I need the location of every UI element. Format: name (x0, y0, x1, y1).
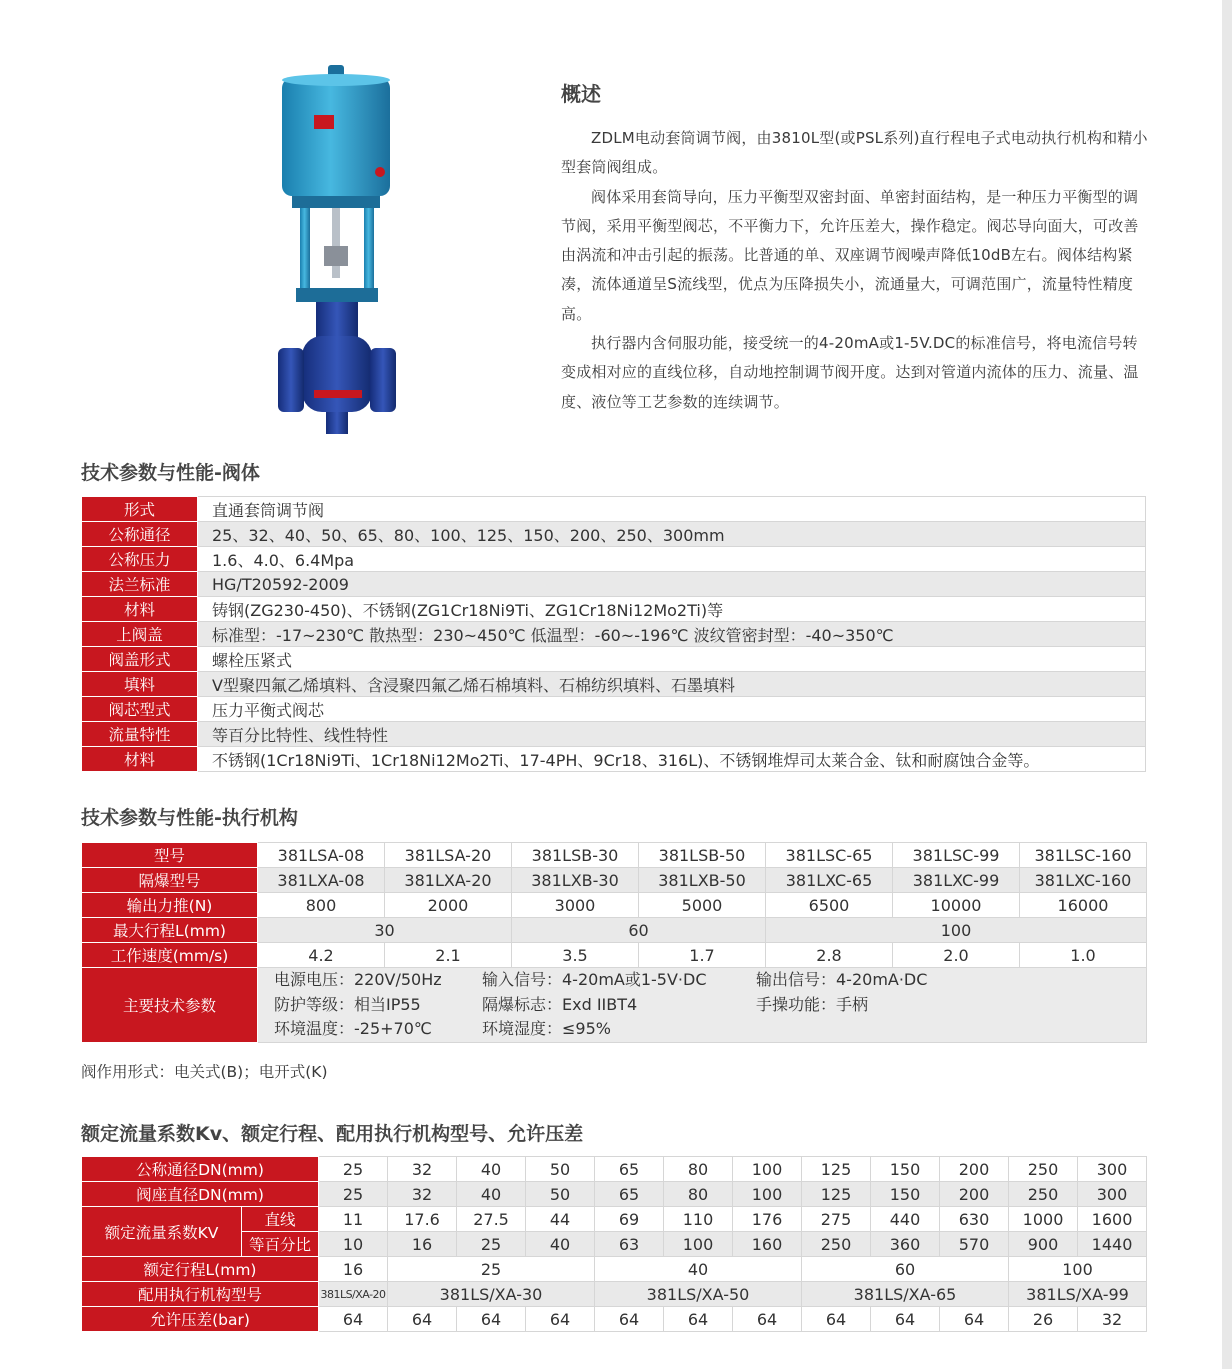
table-row (82, 843, 1147, 868)
thrust-label: 输出力推(N) (82, 893, 258, 918)
dn-cell: 32 (388, 1157, 457, 1182)
kv-linear-cell: 275 (802, 1207, 871, 1232)
kv-percent-cell: 900 (1009, 1232, 1078, 1257)
pressure-diff-cell: 64 (595, 1307, 664, 1332)
thrust-cell: 5000 (639, 893, 766, 918)
actuator-model-cell: 381LS/XA-20 (319, 1282, 388, 1307)
overview-paragraph: ZDLM电动套筒调节阀，由3810L型(或PSL系列)直行程电子式电动执行机构和精小型套筒阀组成。 (561, 129, 1148, 177)
row-label: 阀芯型式 (82, 697, 198, 722)
table-row (82, 893, 1147, 918)
params-column (756, 968, 927, 1017)
actuator-model-cell: 381LS/XA-65 (802, 1282, 1009, 1307)
seat-cell: 65 (595, 1182, 664, 1207)
dn-cell: 200 (940, 1157, 1009, 1182)
seat-cell: 25 (319, 1182, 388, 1207)
dn-cell: 250 (1009, 1157, 1078, 1182)
table-row (82, 547, 1146, 572)
row-label: 材料 (82, 747, 198, 772)
kv-percent-cell: 100 (664, 1232, 733, 1257)
row-label: 法兰标准 (82, 572, 198, 597)
param-item: 防护等级：相当IP55 (274, 994, 421, 1014)
kv-label: 额定流量系数KV (82, 1207, 242, 1257)
row-value: 直通套筒调节阀 (198, 497, 1146, 522)
params-column (274, 968, 482, 1042)
actuator-section-title: 技术参数与性能-执行机构 (81, 807, 298, 829)
model-cell: 381LSB-30 (512, 843, 639, 868)
kv-percent-cell: 570 (940, 1232, 1009, 1257)
rated-stroke-cell: 25 (388, 1257, 595, 1282)
dn-cell: 300 (1078, 1157, 1147, 1182)
row-label: 公称压力 (82, 547, 198, 572)
thrust-cell: 800 (258, 893, 385, 918)
row-label: 形式 (82, 497, 198, 522)
dn-cell: 65 (595, 1157, 664, 1182)
row-value: 螺栓压紧式 (198, 647, 1146, 672)
dn-cell: 125 (802, 1157, 871, 1182)
row-value: 1.6、4.0、6.4Mpa (198, 547, 1146, 572)
table-row (82, 1307, 1147, 1332)
page-edge (1222, 0, 1232, 1369)
dn-cell: 150 (871, 1157, 940, 1182)
row-label: 上阀盖 (82, 622, 198, 647)
table-row (82, 1182, 1147, 1207)
pressure-diff-cell: 64 (871, 1307, 940, 1332)
row-value: 压力平衡式阀芯 (198, 697, 1146, 722)
kv-percent-cell: 63 (595, 1232, 664, 1257)
actuator-spec-table (81, 842, 1147, 1043)
kv-percent-cell: 360 (871, 1232, 940, 1257)
model-cell: 381LSC-160 (1020, 843, 1147, 868)
table-row (82, 722, 1146, 747)
kv-linear-cell: 44 (526, 1207, 595, 1232)
valve-product-image (270, 60, 405, 440)
seat-cell: 150 (871, 1182, 940, 1207)
actuator-model-cell: 381LS/XA-99 (1009, 1282, 1147, 1307)
rated-stroke-cell: 100 (1009, 1257, 1147, 1282)
explosion-model-cell: 381LXB-50 (639, 868, 766, 893)
thrust-cell: 6500 (766, 893, 893, 918)
kv-linear-cell: 110 (664, 1207, 733, 1232)
dn-cell: 100 (733, 1157, 802, 1182)
kv-linear-cell: 176 (733, 1207, 802, 1232)
speed-cell: 1.7 (639, 943, 766, 968)
model-cell: 381LSC-99 (893, 843, 1020, 868)
model-label: 型号 (82, 843, 258, 868)
params-column (482, 968, 756, 1042)
row-value: 25、32、40、50、65、80、100、125、150、200、250、300mm (198, 522, 1146, 547)
param-item: 环境温度：-25+70℃ (274, 1019, 432, 1039)
table-row (82, 497, 1146, 522)
table-row (82, 1257, 1147, 1282)
thrust-cell: 2000 (385, 893, 512, 918)
row-value: HG/T20592-2009 (198, 572, 1146, 597)
thrust-cell: 3000 (512, 893, 639, 918)
pressure-diff-cell: 64 (388, 1307, 457, 1332)
dn-cell: 25 (319, 1157, 388, 1182)
speed-cell: 3.5 (512, 943, 639, 968)
actuator-model-cell: 381LS/XA-30 (388, 1282, 595, 1307)
table-row (82, 647, 1146, 672)
kv-linear-cell: 17.6 (388, 1207, 457, 1232)
stroke-cell: 30 (258, 918, 512, 943)
param-item: 电源电压：220V/50Hz (274, 970, 442, 990)
speed-cell: 1.0 (1020, 943, 1147, 968)
flow-section-title: 额定流量系数Kv、额定行程、配用执行机构型号、允许压差 (81, 1123, 584, 1145)
actuator-model-cell: 381LS/XA-50 (595, 1282, 802, 1307)
explosion-model-cell: 381LXA-08 (258, 868, 385, 893)
row-value: 等百分比特性、线性特性 (198, 722, 1146, 747)
row-value: 不锈钢(1Cr18Ni9Ti、1Cr18Ni12Mo2Ti、17-4PH、9Cr18、316L)、不锈钢堆焊司太莱合金、钛和耐腐蚀合金等。 (198, 747, 1146, 772)
kv-percent-cell: 250 (802, 1232, 871, 1257)
seat-cell: 80 (664, 1182, 733, 1207)
rated-stroke-cell: 16 (319, 1257, 388, 1282)
seat-cell: 50 (526, 1182, 595, 1207)
table-row (82, 918, 1147, 943)
params-label: 主要技术参数 (82, 968, 258, 1043)
dn-cell: 50 (526, 1157, 595, 1182)
table-row (82, 672, 1146, 697)
valve-action-note: 阀作用形式：电关式(B)；电开式(K) (81, 1063, 328, 1081)
kv-percent-cell: 16 (388, 1232, 457, 1257)
pressure-diff-cell: 64 (940, 1307, 1009, 1332)
thrust-cell: 16000 (1020, 893, 1147, 918)
valve-body-section-title: 技术参数与性能-阀体 (81, 462, 260, 484)
pressure-diff-cell: 64 (733, 1307, 802, 1332)
table-row (82, 747, 1146, 772)
param-item: 隔爆标志：Exd IIBT4 (482, 994, 638, 1014)
overview-title: 概述 (561, 82, 601, 106)
flow-coefficient-table (81, 1156, 1147, 1332)
stroke-label: 最大行程L(mm) (82, 918, 258, 943)
seat-cell: 100 (733, 1182, 802, 1207)
seat-cell: 32 (388, 1182, 457, 1207)
table-row (82, 522, 1146, 547)
row-label: 填料 (82, 672, 198, 697)
kv-percent-cell: 10 (319, 1232, 388, 1257)
kv-percent-cell: 25 (457, 1232, 526, 1257)
row-label: 公称通径 (82, 522, 198, 547)
speed-cell: 4.2 (258, 943, 385, 968)
speed-cell: 2.8 (766, 943, 893, 968)
actuator-model-label: 配用执行机构型号 (82, 1282, 319, 1307)
param-item: 输入信号：4-20mA或1-5V·DC (482, 970, 707, 990)
explosion-model-cell: 381LXA-20 (385, 868, 512, 893)
pressure-diff-cell: 64 (664, 1307, 733, 1332)
model-cell: 381LSA-08 (258, 843, 385, 868)
table-row (82, 622, 1146, 647)
param-item: 环境湿度：≤95% (482, 1019, 611, 1039)
pressure-diff-cell: 64 (526, 1307, 595, 1332)
seat-cell: 300 (1078, 1182, 1147, 1207)
table-row (82, 572, 1146, 597)
pressure-diff-cell: 32 (1078, 1307, 1147, 1332)
seat-cell: 200 (940, 1182, 1009, 1207)
params-cell (258, 968, 1147, 1043)
overview-body (561, 124, 1151, 417)
kv-percent-label: 等百分比 (242, 1232, 319, 1257)
rated-stroke-cell: 40 (595, 1257, 802, 1282)
row-label: 流量特性 (82, 722, 198, 747)
speed-cell: 2.0 (893, 943, 1020, 968)
stroke-cell: 100 (766, 918, 1147, 943)
pressure-diff-label: 允许压差(bar) (82, 1307, 319, 1332)
explosion-model-label: 隔爆型号 (82, 868, 258, 893)
row-value: 铸钢(ZG230-450)、不锈钢(ZG1Cr18Ni9Ti、ZG1Cr18Ni12Mo2Ti)等 (198, 597, 1146, 622)
overview-paragraph: 阀体采用套筒导向，压力平衡型双密封面、单密封面结构，是一种压力平衡型的调节阀，采用平衡型阀芯，不平衡力下，允许压差大，操作稳定。阀芯导向面大，可改善由涡流和冲击引起的振荡。比普通的单、双座调节阀噪声降低10dB左右。阀体结构紧凑，流体通道呈S流线型，优点为压降损失小，流通量大，可调范围广，流量特性精度高。 (561, 187, 1139, 323)
dn-label: 公称通径DN(mm) (82, 1157, 319, 1182)
row-label: 材料 (82, 597, 198, 622)
table-row (82, 968, 1147, 1043)
kv-linear-label: 直线 (242, 1207, 319, 1232)
pressure-diff-cell: 64 (457, 1307, 526, 1332)
table-row (82, 1282, 1147, 1307)
pressure-diff-cell: 64 (802, 1307, 871, 1332)
table-row (82, 697, 1146, 722)
table-row (82, 943, 1147, 968)
row-label: 阀盖形式 (82, 647, 198, 672)
model-cell: 381LSB-50 (639, 843, 766, 868)
speed-cell: 2.1 (385, 943, 512, 968)
dn-cell: 80 (664, 1157, 733, 1182)
kv-percent-cell: 40 (526, 1232, 595, 1257)
rated-stroke-cell: 60 (802, 1257, 1009, 1282)
kv-percent-cell: 1440 (1078, 1232, 1147, 1257)
kv-linear-cell: 11 (319, 1207, 388, 1232)
dn-cell: 40 (457, 1157, 526, 1182)
row-value: 标准型：-17~230℃ 散热型：230~450℃ 低温型：-60~-196℃ 波纹管密封型：-40~350℃ (198, 622, 1146, 647)
kv-linear-cell: 1600 (1078, 1207, 1147, 1232)
overview-paragraph: 执行器内含伺服功能，接受统一的4-20mA或1-5V.DC的标准信号，将电流信号转变成相对应的直线位移，自动地控制调节阀开度。达到对管道内流体的压力、流量、温度、液位等工艺参数的连续调节。 (561, 334, 1139, 411)
seat-label: 阀座直径DN(mm) (82, 1182, 319, 1207)
table-row (82, 1157, 1147, 1182)
kv-linear-cell: 630 (940, 1207, 1009, 1232)
kv-percent-cell: 160 (733, 1232, 802, 1257)
speed-label: 工作速度(mm/s) (82, 943, 258, 968)
pressure-diff-cell: 26 (1009, 1307, 1078, 1332)
table-row (82, 1232, 1147, 1257)
explosion-model-cell: 381LXC-65 (766, 868, 893, 893)
explosion-model-cell: 381LXB-30 (512, 868, 639, 893)
table-row (82, 1207, 1147, 1232)
table-row (82, 868, 1147, 893)
kv-linear-cell: 27.5 (457, 1207, 526, 1232)
rated-stroke-label: 额定行程L(mm) (82, 1257, 319, 1282)
model-cell: 381LSA-20 (385, 843, 512, 868)
stroke-cell: 60 (512, 918, 766, 943)
seat-cell: 250 (1009, 1182, 1078, 1207)
kv-linear-cell: 1000 (1009, 1207, 1078, 1232)
param-item: 输出信号：4-20mA·DC (756, 970, 928, 990)
kv-linear-cell: 69 (595, 1207, 664, 1232)
pressure-diff-cell: 64 (319, 1307, 388, 1332)
row-value: V型聚四氟乙烯填料、含浸聚四氟乙烯石棉填料、石棉纺织填料、石墨填料 (198, 672, 1146, 697)
table-row (82, 597, 1146, 622)
seat-cell: 40 (457, 1182, 526, 1207)
valve-body-spec-table (81, 496, 1146, 772)
explosion-model-cell: 381LXC-160 (1020, 868, 1147, 893)
param-item: 手操功能：手柄 (756, 994, 869, 1014)
model-cell: 381LSC-65 (766, 843, 893, 868)
seat-cell: 125 (802, 1182, 871, 1207)
explosion-model-cell: 381LXC-99 (893, 868, 1020, 893)
thrust-cell: 10000 (893, 893, 1020, 918)
kv-linear-cell: 440 (871, 1207, 940, 1232)
